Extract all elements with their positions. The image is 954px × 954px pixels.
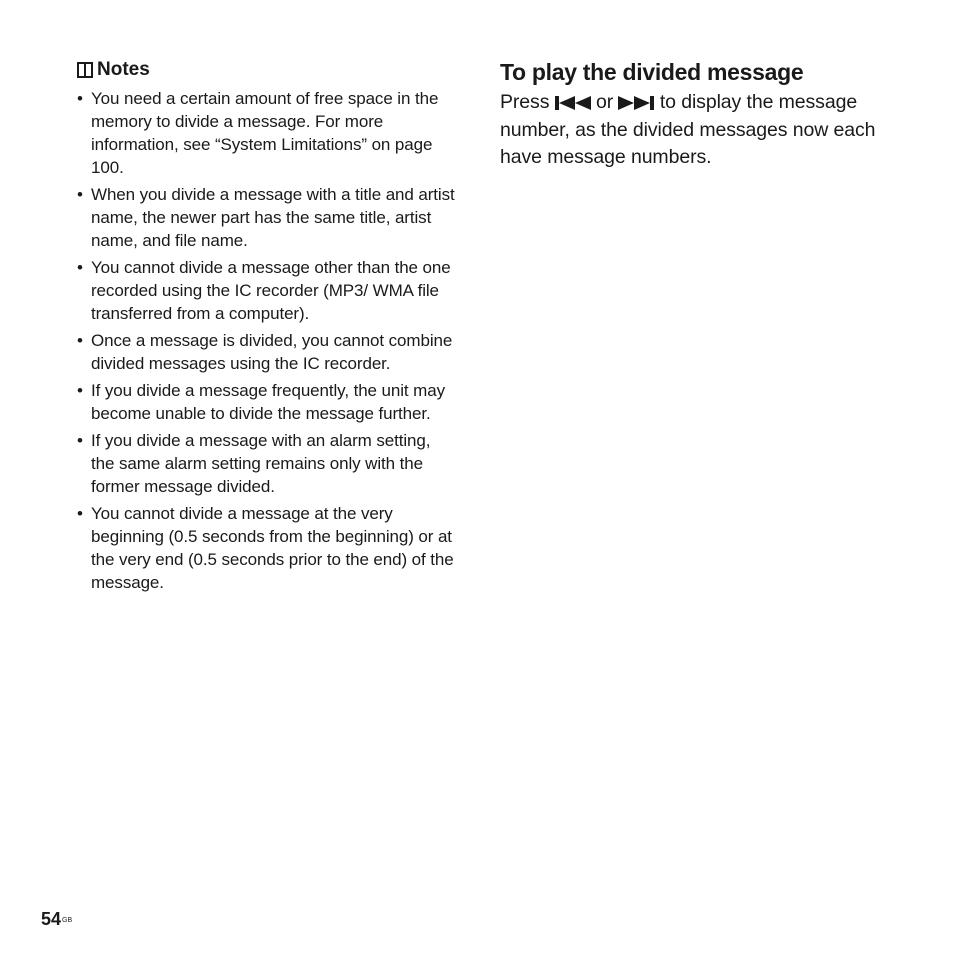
bullet: •: [77, 431, 83, 450]
note-text: You need a certain amount of free space in the memory to divide a message. For more information, see “System Limitations” on page 100.: [91, 89, 439, 177]
body-suffix: to display the message number, as the divided messages now each have message numbers.: [500, 91, 876, 168]
page-number-value: 54: [41, 909, 62, 929]
section-body: [500, 89, 890, 172]
note-item: [77, 183, 457, 252]
note-text: When you divide a message with a title and artist name, the newer part has the same title, artist name, and file name.: [91, 185, 455, 250]
note-text: You cannot divide a message other than the one recorded using the IC recorder (MP3/ WMA file transferred from a computer).: [91, 258, 451, 323]
note-item: [77, 502, 457, 594]
note-item: [77, 429, 457, 498]
note-text: Once a message is divided, you cannot combine divided messages using the IC recorder.: [91, 331, 453, 373]
bullet: •: [77, 89, 83, 108]
body-middle: or: [596, 91, 614, 113]
bullet: •: [77, 258, 83, 277]
bullet: •: [77, 331, 83, 350]
note-text: If you divide a message with an alarm setting, the same alarm setting remains only with the former message divided.: [91, 431, 431, 496]
page-number: [41, 908, 72, 930]
bullet: •: [77, 185, 83, 204]
previous-track-icon: [555, 96, 591, 110]
note-warning-icon: [77, 62, 93, 78]
note-item: [77, 379, 457, 425]
note-item: [77, 256, 457, 325]
note-item: [77, 329, 457, 375]
bullet: •: [77, 504, 83, 523]
body-prefix: Press: [500, 91, 550, 113]
next-track-icon: [618, 96, 654, 110]
note-item: [77, 87, 457, 179]
notes-heading: [77, 58, 457, 82]
notes-list: [77, 87, 457, 594]
notes-section: [77, 58, 457, 598]
page-region-code: GB: [62, 917, 73, 924]
note-text: You cannot divide a message at the very beginning (0.5 seconds from the beginning) or at the very end (0.5 seconds prior to the end) of the message.: [91, 504, 454, 592]
note-text: If you divide a message frequently, the unit may become unable to divide the message further.: [91, 381, 445, 423]
bullet: •: [77, 381, 83, 400]
notes-heading-label: Notes: [97, 59, 150, 80]
section-title: To play the divided message: [500, 59, 804, 85]
play-divided-section: [500, 58, 890, 172]
